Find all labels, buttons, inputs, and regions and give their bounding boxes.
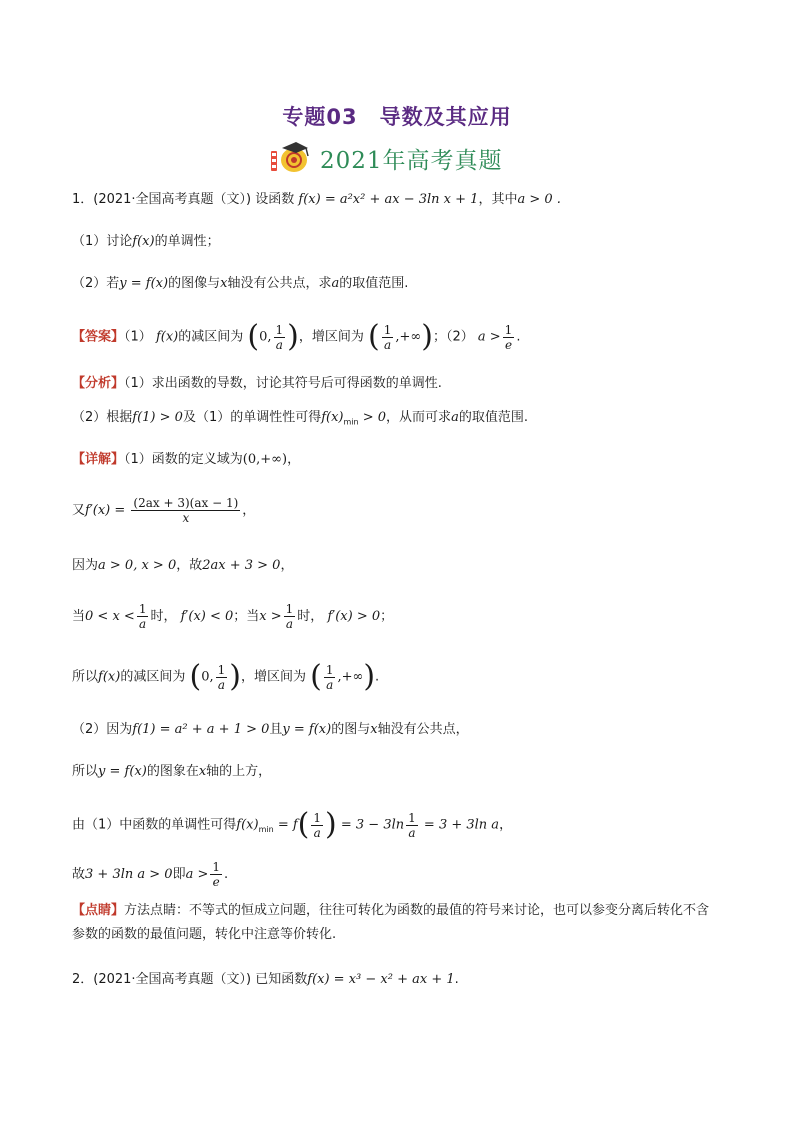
detail-line-4: 当0 < x < $\frac{1}{a}$ 时， f′(x) < 0；当x > $\frac{1}{a}$ 时， f′(x) > 0； [72, 602, 394, 631]
answer-line: 【答案】（1） f(x)的减区间为 (0, $\frac{1}{a}$ )，增区间为 ( $\frac{1}{a}$ ,+∞)；（2） a > $\frac{1}{e}$ . [72, 319, 521, 354]
question-2-stem: 2．(2021·全国高考真题（文）) 已知函数f(x) = x³ − x² + ax + 1. [72, 972, 459, 987]
comment-block: 【点睛】方法点睛：不等式的恒成立问题，往往可转化为函数的最值的符号来讨论，也可以参变分离后转化不含参数的函数的最值问题，转化中注意等价转化. [72, 903, 710, 942]
page-subtitle: 2021年高考真题 [320, 147, 503, 174]
comment-tag: 【点睛】 [72, 903, 125, 918]
question-1-part-1: （1）讨论f(x)的单调性； [72, 234, 220, 249]
detail-line-1: 【详解】（1）函数的定义域为(0,+∞)， [72, 452, 301, 467]
answer-tag: 【答案】 [72, 329, 125, 345]
detail-line-5: 所以f(x)的减区间为 (0, $\frac{1}{a}$ )，增区间为 ( $\frac{1}{a}$ ,+∞). [72, 659, 380, 694]
detail-line-3: 因为a > 0, x > 0，故2ax + 3 > 0， [72, 558, 294, 573]
page-title: 专题03 导数及其应用 [282, 105, 512, 129]
analysis-line-1: 【分析】（1）求出函数的导数，讨论其符号后可得函数的单调性. [72, 376, 442, 391]
detail-line-2: 又f′(x) = $\frac{(2ax + 3)(ax - 1)}{x}$ ， [72, 496, 256, 525]
detail-line-6: （2）因为f(1) = a² + a + 1 > 0且y = f(x)的图与x轴没有公共点， [72, 722, 469, 737]
question-1-part-2: （2）若y = f(x)的图像与x轴没有公共点，求a的取值范围. [72, 276, 409, 291]
question-1-stem: 1．(2021·全国高考真题（文）) 设函数 f(x) = a²x² + ax − 3ln x + 1，其中a > 0 . [72, 192, 561, 207]
subtitle-block [268, 138, 503, 178]
detail-line-7: 所以y = f(x)的图象在x轴的上方， [72, 764, 272, 779]
mascot-logo-icon [268, 140, 312, 176]
analysis-line-2: （2）根据f(1) > 0及（1）的单调性性可得$f(x)_{min} > 0$，从而可求a的取值范围. [72, 410, 528, 427]
detail-line-8: 由（1）中函数的单调性可得$f(x)_{min} = f$( $\frac{1}{a}$ ) = 3 − 3ln $\frac{1}{a}$ = 3 + 3ln a， [72, 807, 513, 842]
analysis-tag: 【分析】 [72, 376, 125, 391]
detail-line-9: 故3 + 3ln a > 0即a > $\frac{1}{e}$ . [72, 860, 229, 889]
detail-tag: 【详解】 [72, 452, 125, 467]
